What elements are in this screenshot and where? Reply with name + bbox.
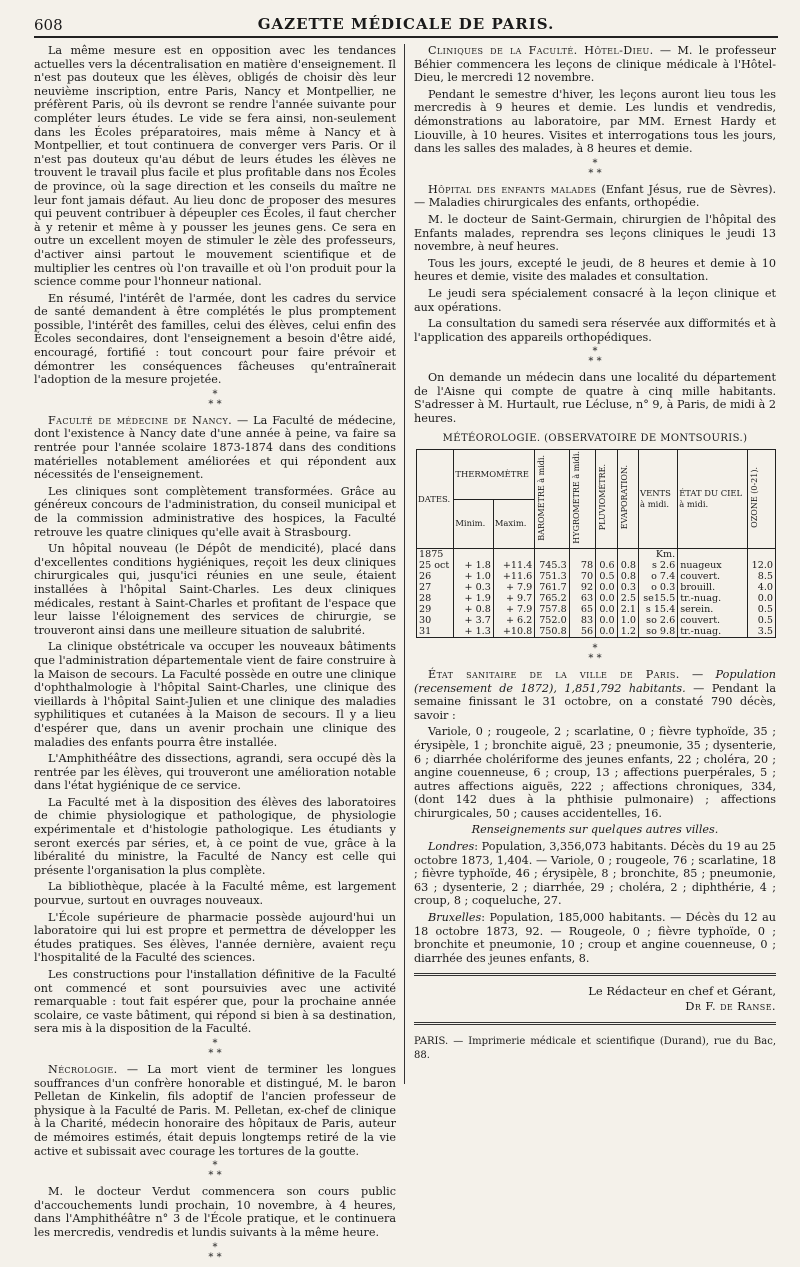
baro-cell: 757.8 bbox=[535, 604, 569, 615]
paragraph: M. le docteur Verdut commencera son cours public d'accouchements lundi prochain, 10 novembre, à 4 heures, dans l'Amphithéâtre n° 3 de l'École pratique, et le continuera les mercredis, vendredis et lundis suivants à la même heure. bbox=[34, 1185, 396, 1239]
section-separator: * * * bbox=[208, 388, 222, 410]
date-cell: 31 bbox=[417, 626, 454, 638]
max-cell: + 7.9 bbox=[493, 604, 534, 615]
section-separator: * * * bbox=[208, 1037, 222, 1059]
col-header-pluviometre: PLUVIOMÈTRE. bbox=[596, 450, 617, 549]
sky-cell: nuageux bbox=[678, 560, 748, 571]
col-header-evaporation: ÉVAPORATION. bbox=[617, 450, 638, 549]
ozone-cell: 0.5 bbox=[747, 604, 775, 615]
pluvio-cell: 0.0 bbox=[596, 582, 617, 593]
date-cell: 27 bbox=[417, 582, 454, 593]
date-cell: 26 bbox=[417, 571, 454, 582]
paragraph: Un hôpital nouveau (le Dépôt de mendicité), placé dans d'excellentes conditions hygiéniques, reçoit les deux cliniques chirurgicales qui, jusqu'ici réunies en une seule, étaient installées à l'hôpital Saint-Charles. Les deux cliniques médicales, restant à Saint-Charles et profitant de l'espace que leur laisse l'éloignement des services de chirurgie, se trouveront ainsi dans une meilleure situation de salubrité. bbox=[34, 542, 396, 637]
paragraph: Le jeudi sera spécialement consacré à la leçon clinique et aux opérations. bbox=[414, 286, 776, 314]
table-row bbox=[417, 560, 776, 571]
min-cell: + 3.7 bbox=[454, 615, 493, 626]
imprint: PARIS. — Imprimerie médicale et scientifique (Durand), rue du Bac, 88. bbox=[414, 1036, 776, 1061]
hygro-cell: 83 bbox=[569, 615, 595, 626]
article-text: — M. le professeur Béhier commencera les leçons de clinique médicale à l'Hôtel-Dieu, le mercredi 12 novembre. bbox=[414, 44, 776, 85]
evap-cell: 0.3 bbox=[617, 582, 638, 593]
section-separator: * * * bbox=[588, 346, 602, 368]
pluvio-cell: 0.0 bbox=[596, 604, 617, 615]
max-cell: + 6.2 bbox=[493, 615, 534, 626]
max-cell: + 9.7 bbox=[493, 593, 534, 604]
min-cell: + 1.8 bbox=[454, 560, 493, 571]
article-text: — La mort vient de terminer les longues souffrances d'un confrère honorable et distingué, M. le baron Pelletan de Kinkelin, fils adoptif de l'ancien professeur de physique à la Faculté de Paris. M. Pelletan, ex-chef de clinique à la Charité, médecin honoraire des hôpitaux de Paris, auteur de mémoires estimés, était depuis longtemps retiré de la vie active et subissait avec courage les tortures de la goutte. bbox=[34, 1062, 396, 1158]
paragraph: L'École supérieure de pharmacie possède aujourd'hui un laboratoire qui lui est propre et permettra de développer les études pratiques. Ses élèves, l'année dernière, avaient reçu l'hospitalité de la Faculté des sciences. bbox=[34, 910, 396, 965]
min-cell: + 0.8 bbox=[454, 604, 493, 615]
paragraph: Les constructions pour l'installation définitive de la Faculté ont commencé et sont poursuivies avec une activité remarquable : tout fait espérer que, pour la prochaine année scolaire, ce vaste bâtiment, qui répond si bien à sa destination, sera mis à la disposition de la Faculté. bbox=[34, 968, 396, 1036]
article-heading: Nécrologie. bbox=[48, 1062, 118, 1076]
pluvio-cell: 0.0 bbox=[596, 593, 617, 604]
paragraph: Variole, 0 ; rougeole, 2 ; scarlatine, 0 ; fièvre typhoïde, 35 ; érysipèle, 1 ; bronchite aiguë, 23 ; pneumonie, 35 ; dysenterie, 6 ; diarrhée cholériforme des jeunes enfants, 22 ; choléra, 20 ; angine couenneuse, 6 ; croup, 13 ; affections puerpérales, 5 ; autres affections aiguës, 222 ; affections chroniques, 334, (dont 142 dues à la phthisie pulmonaire) ; affections chirurgicales, 50 ; causes accidentelles, 16. bbox=[414, 725, 776, 820]
pluvio-cell: 0.0 bbox=[596, 615, 617, 626]
ozone-cell: 0.0 bbox=[747, 593, 775, 604]
city-text: : Population, 185,000 habitants. — Décès du 12 au 18 octobre 1873, 92. — Rougeole, 0 ; fièvre typhoïde, 0 ; bronchite et pneumonie, 10 ; croup et angine couenneuse, 0 ; diarrhée des jeunes enfants, 8. bbox=[414, 911, 776, 965]
hygro-cell: 92 bbox=[569, 582, 595, 593]
paragraph: Pendant le semestre d'hiver, les leçons auront lieu tous les mercredis à 9 heures et demie. Les lundis et vendredis, démonstrations au laboratoire, par MM. Ernest Hardy et Liouville, à 10 heures. Visites et interrogations tous les jours, dans les salles des malades, à 8 heures et demie. bbox=[414, 87, 776, 156]
date-cell: 30 bbox=[417, 615, 454, 626]
baro-cell: 745.3 bbox=[535, 560, 569, 571]
ozone-cell: 12.0 bbox=[747, 560, 775, 571]
article-text: — Pendant la semaine finissant le 31 octobre, on a constaté 790 décès, savoir : bbox=[414, 681, 776, 722]
column-divider bbox=[404, 44, 405, 1084]
paragraph: M. le docteur de Saint-Germain, chirurgien de l'hôpital des Enfants malades, reprendra ses leçons cliniques le jeudi 13 novembre, à neuf heures. bbox=[414, 212, 776, 254]
signature-line-1: Le Rédacteur en chef et Gérant, bbox=[588, 984, 776, 999]
paragraph: La consultation du samedi sera réservée aux difformités et à l'application des appareils orthopédiques. bbox=[414, 317, 776, 344]
ozone-cell: 8.5 bbox=[747, 571, 775, 582]
page-title: GAZETTE MÉDICALE DE PARIS. bbox=[257, 15, 555, 33]
paragraph: La clinique obstétricale va occuper les nouveaux bâtiments que l'administration départementale vient de faire construire à la Maison de secours. La Faculté possède en outre une clinique d'ophthalmologie à l'hôpital Saint-Charles, une clinique des vieillards à l'hôpital Saint-Julien et une clinique des maladies syphilitiques et cutanées à la Maison de secours. Il y a lieu d'espérer que, dans un avenir prochain une clinique des maladies des enfants pourra être installée. bbox=[34, 640, 396, 749]
evap-cell: 1.2 bbox=[617, 626, 638, 638]
paragraph: Les cliniques sont complètement transformées. Grâce au généreux concours de l'administration, du conseil municipal et de la commission administrative des hospices, la Faculté retrouve les quatre cliniques qu'elle avait à Strasbourg. bbox=[34, 484, 396, 539]
paragraph-bruxelles bbox=[414, 911, 776, 965]
table-row bbox=[417, 593, 776, 604]
subheading: Renseignements sur quelques autres villes. bbox=[471, 823, 719, 837]
col-header-minim: Minim. bbox=[454, 499, 493, 548]
date-cell: 28 bbox=[417, 593, 454, 604]
min-cell: + 1.0 bbox=[454, 571, 493, 582]
col-header-ozone: OZONE (0-21). bbox=[747, 450, 775, 549]
table-row bbox=[417, 626, 776, 638]
section-separator: * * * bbox=[588, 642, 602, 664]
meteo-title: MÉTÉOROLOGIE. (OBSERVATOIRE DE MONTSOURIS.) bbox=[442, 432, 748, 444]
section-separator: * * * bbox=[208, 1241, 222, 1263]
col-header-thermometre: THERMOMÈTRE bbox=[454, 450, 535, 499]
baro-cell: 750.8 bbox=[535, 626, 569, 638]
sky-cell: couvert. bbox=[678, 571, 748, 582]
wind-cell: se15.5 bbox=[639, 593, 678, 604]
date-cell: 29 bbox=[417, 604, 454, 615]
ozone-cell: 4.0 bbox=[747, 582, 775, 593]
col-header-barometre: BAROMÈTRE à midi. bbox=[535, 450, 569, 549]
section-separator: * * * bbox=[588, 157, 602, 179]
meteo-table bbox=[416, 449, 776, 638]
article-heading: Faculté de médecine de Nancy. bbox=[48, 413, 233, 427]
evap-cell: 0.8 bbox=[617, 571, 638, 582]
max-cell: +11.6 bbox=[493, 571, 534, 582]
ozone-cell: 0.5 bbox=[747, 615, 775, 626]
article-hotel-dieu bbox=[414, 44, 776, 85]
paragraph: L'Amphithéâtre des dissections, agrandi, sera occupé dès la rentrée par les élèves, qui trouveront une amélioration notable dans l'état hygiénique de ce service. bbox=[34, 752, 396, 793]
max-cell: +11.4 bbox=[493, 560, 534, 571]
date-cell: 25 oct bbox=[417, 560, 454, 571]
baro-cell: 765.2 bbox=[535, 593, 569, 604]
evap-cell: 2.5 bbox=[617, 593, 638, 604]
table-row bbox=[417, 615, 776, 626]
min-cell: + 1.3 bbox=[454, 626, 493, 638]
paragraph: Tous les jours, excepté le jeudi, de 8 heures et demie à 10 heures et demie, visite des malades et consultation. bbox=[414, 256, 776, 284]
evap-cell: 1.0 bbox=[617, 615, 638, 626]
sky-cell: serein. bbox=[678, 604, 748, 615]
col-header-dates: DATES. bbox=[417, 450, 454, 549]
paragraph: On demande un médecin dans une localité du département de l'Aisne qui compte de quatre à cinq mille habitants. S'adresser à M. Hurtault, rue Lécluse, n° 9, à Paris, de midi à 2 heures. bbox=[414, 371, 776, 426]
col-header-etat-ciel: ÉTAT DU CIEL à midi. bbox=[678, 450, 748, 549]
ozone-cell: 3.5 bbox=[747, 626, 775, 638]
article-heading: État sanitaire de la ville de Paris. bbox=[428, 667, 680, 681]
hygro-cell: 65 bbox=[569, 604, 595, 615]
pluvio-cell: 0.5 bbox=[596, 571, 617, 582]
city-name: Bruxelles bbox=[428, 911, 482, 925]
article-etat-sanitaire bbox=[414, 668, 776, 722]
city-name: Londres bbox=[428, 840, 475, 854]
page-number: 608 bbox=[34, 16, 63, 34]
table-row bbox=[417, 571, 776, 582]
section-separator: * * * bbox=[208, 1160, 222, 1182]
col-header-vents: VENTS à midi. bbox=[639, 450, 678, 549]
wind-cell: o 0.3 bbox=[639, 582, 678, 593]
hygro-cell: 70 bbox=[569, 571, 595, 582]
sky-cell: couvert. bbox=[678, 615, 748, 626]
article-heading: Cliniques de la Faculté. Hôtel-Dieu. bbox=[428, 44, 654, 57]
city-text: : Population, 3,356,073 habitants. Décès du 19 au 25 octobre 1873, 1,404. — Variole, 0 ; rougeole, 76 ; scarlatine, 18 ; fièvre typhoïde, 46 ; érysipèle, 8 ; bronchite, 85 ; pneumonie, 63 ; dysenterie, 2 ; diarrhée, 29 ; choléra, 2 ; diphthérie, 4 ; croup, 8 ; coqueluche, 27. bbox=[414, 840, 776, 908]
sky-cell: brouill. bbox=[678, 582, 748, 593]
sky-cell: tr.-nuag. bbox=[678, 593, 748, 604]
signature-line-2: Dr F. de Ranse. bbox=[685, 999, 776, 1014]
col-header-maxim: Maxim. bbox=[493, 499, 534, 548]
table-row bbox=[417, 582, 776, 593]
max-cell: + 7.9 bbox=[493, 582, 534, 593]
min-cell: + 1.9 bbox=[454, 593, 493, 604]
hygro-cell: 56 bbox=[569, 626, 595, 638]
hygro-cell: 63 bbox=[569, 593, 595, 604]
article-heading: Hôpital des enfants malades bbox=[428, 182, 597, 196]
pluvio-cell: 0.0 bbox=[596, 626, 617, 638]
sky-cell: tr.-nuag. bbox=[678, 626, 748, 638]
unit-cell: Km. bbox=[639, 548, 678, 560]
article-enfants-malades bbox=[414, 183, 776, 210]
baro-cell: 752.0 bbox=[535, 615, 569, 626]
paragraph-londres bbox=[414, 840, 776, 908]
article-text: (Enfant Jésus, rue de Sèvres). — Maladies chirurgicales des enfants, orthopédie. bbox=[414, 182, 776, 210]
article-necrologie bbox=[34, 1063, 396, 1158]
article-nancy bbox=[34, 414, 396, 482]
wind-cell: so 2.6 bbox=[639, 615, 678, 626]
baro-cell: 751.3 bbox=[535, 571, 569, 582]
right-column bbox=[414, 44, 776, 1066]
evap-cell: 0.8 bbox=[617, 560, 638, 571]
baro-cell: 761.7 bbox=[535, 582, 569, 593]
page-header bbox=[34, 10, 778, 38]
table-row bbox=[417, 548, 776, 560]
wind-cell: o 7.4 bbox=[639, 571, 678, 582]
wind-cell: s 2.6 bbox=[639, 560, 678, 571]
pluvio-cell: 0.6 bbox=[596, 560, 617, 571]
divider bbox=[414, 973, 776, 976]
paragraph: La bibliothèque, placée à la Faculté même, est largement pourvue, surtout en ouvrages nouveaux. bbox=[34, 880, 396, 908]
article-text: — La Faculté de médecine, dont l'existence à Nancy date d'une année à peine, va faire sa rentrée pour l'année scolaire 1873-1874 dans des conditions matérielles notablement améliorées et qui répondent aux nécessités de l'enseignement. bbox=[34, 413, 396, 482]
left-column bbox=[34, 44, 396, 1267]
paragraph: La Faculté met à la disposition des élèves des laboratoires de chimie physiologique et pathologique, de physiologie expérimentale et d'histologie pathologique. Les étudiants y seront exercés par séries, et, à ce point de vue, grâce à la libéralité du ministre, la Faculté de Nancy est celle qui présente l'organisation la plus complète. bbox=[34, 795, 396, 877]
min-cell: + 0.3 bbox=[454, 582, 493, 593]
col-header-hygrometre: HYGROMÈTRE à midi. bbox=[569, 450, 595, 549]
signature-block bbox=[414, 984, 776, 1014]
table-row bbox=[417, 604, 776, 615]
divider bbox=[414, 1022, 776, 1025]
paragraph: La même mesure est en opposition avec les tendances actuelles vers la décentralisation en matière d'enseignement. Il n'est pas douteux que les élèves, obligés de choisir dès leur neuvième inscription, entre Paris, Nancy et Montpellier, ne préfèrent Paris, où ils devront se rendre l'année suivante pour compléter leurs études. Le vide se fera ainsi, non-seulement dans les Écoles préparatoires, mais même à Nancy et à Montpellier, et tout continuera de converger vers Paris. Or il n'est pas douteux qu'au début de leurs études les élèves ne trouvent le travail plus facile et plus profitable dans nos Écoles de province, où la sage direction et les conseils du maître ne leur font jamais défaut. Au lieu donc de proposer des mesures qui peuvent contribuer à dépeupler ces Écoles, il faut chercher à y retenir et même à y pousser les jeunes gens. Ce sera en outre un excellent moyen de stimuler le zèle des professeurs, d'activer ainsi partout le mouvement scientifique et de multiplier les centres où l'on travaille et où l'on produit pour la science comme pour l'honneur national. bbox=[34, 44, 396, 289]
paragraph: En résumé, l'intérêt de l'armée, dont les cadres du service de santé demandent à être complétés le plus promptement possible, l'intérêt des familles, celui des élèves, celui enfin des Écoles secondaires, dont l'enseignement a besoin d'être aidé, encouragé, fortifié : tout concourt pour faire prévoir et démontrer les conséquences fâcheuses qu'entraînerait l'adoption de la mesure projetée. bbox=[34, 291, 396, 387]
article-text: — Population (recensement de 1872), 1,851,792 habitants. bbox=[414, 667, 776, 695]
hygro-cell: 78 bbox=[569, 560, 595, 571]
wind-cell: so 9.8 bbox=[639, 626, 678, 638]
month-label: oct bbox=[431, 559, 450, 571]
wind-cell: s 15.4 bbox=[639, 604, 678, 615]
evap-cell: 2.1 bbox=[617, 604, 638, 615]
max-cell: +10.8 bbox=[493, 626, 534, 638]
year-cell: 1875 bbox=[417, 548, 454, 560]
